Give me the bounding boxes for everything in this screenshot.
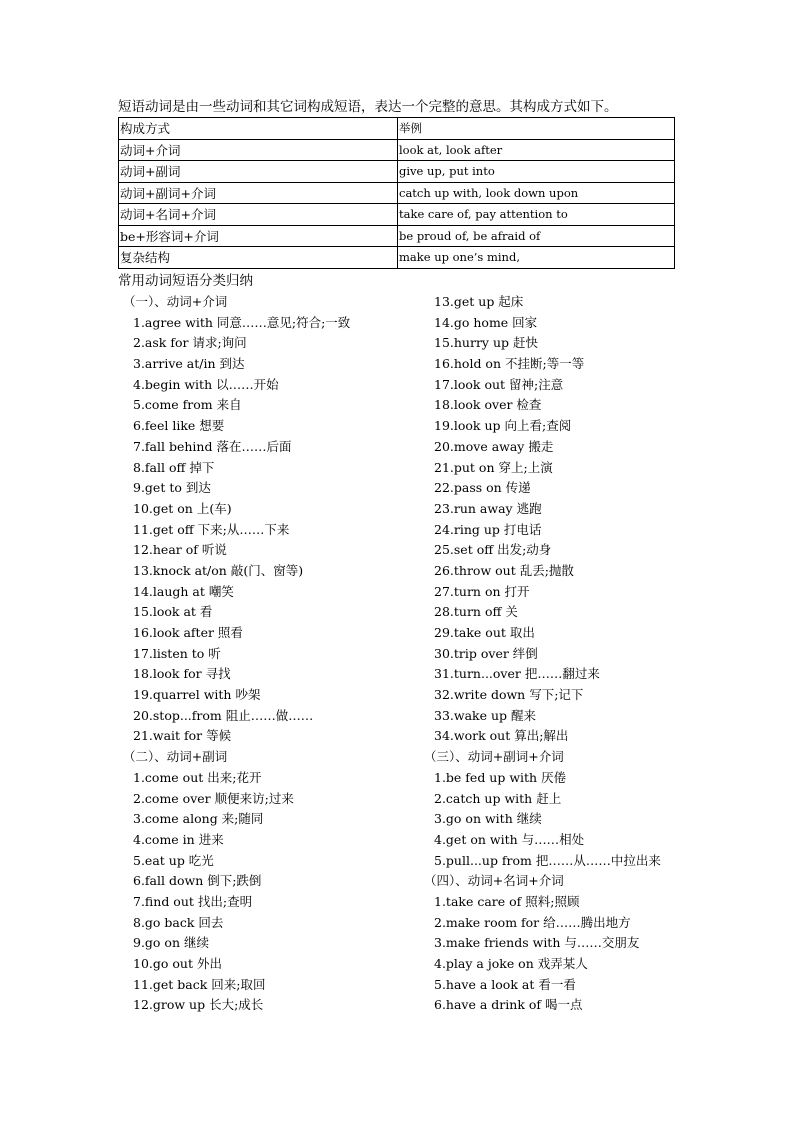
- table-cell: 复杂结构: [119, 247, 398, 269]
- table-row: [119, 182, 675, 204]
- list-item: 13.get up 起床: [434, 294, 524, 309]
- list-item: 16.look after 照看: [133, 625, 243, 640]
- section-title: 常用动词短语分类归纳: [118, 273, 253, 289]
- list-item: 21.put on 穿上;上演: [434, 459, 553, 475]
- list-item: 5.pull...up from 把……从……中拉出来: [434, 852, 661, 868]
- table-cell: be+形容词+介词: [119, 225, 398, 247]
- table-row: [119, 204, 675, 226]
- category-heading: （二）、动词+副词: [123, 749, 228, 765]
- table-header-row: [119, 118, 675, 140]
- list-item: 1.take care of 照料;照顾: [434, 893, 580, 909]
- list-item: 1.come out 出来;花开: [133, 769, 262, 785]
- list-item: 4.begin with 以……开始: [133, 376, 279, 392]
- list-item: 4.get on with 与……相处: [434, 831, 585, 847]
- list-item: 17.listen to 听: [133, 645, 221, 661]
- list-item: 14.laugh at 嘲笑: [133, 583, 234, 599]
- category-heading: （三）、动词+副词+介词: [424, 749, 564, 765]
- list-item: 6.fall down 倒下;跌倒: [133, 873, 262, 889]
- list-item: 6.feel like 想要: [133, 418, 225, 434]
- phrase-list-left: [121, 292, 401, 1016]
- table-header-cell: 举例: [398, 118, 675, 140]
- list-item: 26.throw out 乱丢;抛散: [434, 562, 574, 578]
- list-item: 11.get back 回来;取回: [133, 976, 266, 992]
- list-item: 7.find out 找出;查明: [133, 893, 253, 909]
- list-item: 12.grow up 长大;成长: [133, 997, 264, 1013]
- list-item: 6.have a drink of 喝一点: [434, 997, 583, 1013]
- intro-paragraph: 短语动词是由一些动词和其它词构成短语，表达一个完整的意思。其构成方式如下。: [118, 99, 618, 115]
- table-cell: be proud of, be afraid of: [398, 225, 675, 247]
- table-cell: take care of, pay attention to: [398, 204, 675, 226]
- list-item: 20.move away 搬走: [434, 438, 554, 454]
- table-cell: look at, look after: [398, 139, 675, 161]
- list-item: 31.turn...over 把……翻过来: [434, 666, 600, 682]
- list-item: 11.get off 下来;从……下来: [133, 521, 290, 537]
- category-heading: （四）、动词+名词+介词: [424, 873, 564, 889]
- list-item: 1.be fed up with 厌倦: [434, 769, 567, 785]
- list-item: 9.get to 到达: [133, 480, 211, 496]
- table-row: [119, 225, 675, 247]
- list-item: 2.come over 顺便来访;过来: [133, 790, 294, 806]
- list-item: 18.look for 寻找: [133, 666, 231, 682]
- list-item: 33.wake up 醒来: [434, 707, 537, 723]
- list-item: 15.look at 看: [133, 604, 213, 620]
- list-item: 3.make friends with 与……交朋友: [434, 935, 640, 951]
- list-item: 8.go back 回去: [133, 914, 224, 930]
- table-cell: 动词+副词+介词: [119, 182, 398, 204]
- table-cell: make up one’s mind,: [398, 247, 675, 269]
- list-item: 12.hear of 听说: [133, 542, 227, 558]
- list-item: 27.turn on 打开: [434, 583, 530, 599]
- list-item: 8.fall off 掉下: [133, 459, 215, 475]
- list-item: 22.pass on 传递: [434, 480, 531, 496]
- list-item: 17.look out 留神;注意: [434, 376, 564, 392]
- list-item: 2.make room for 给……腾出地方: [434, 914, 631, 930]
- list-item: 21.wait for 等候: [133, 728, 232, 744]
- table-cell: catch up with, look down upon: [398, 182, 675, 204]
- table-row: [119, 139, 675, 161]
- table-header-cell: 构成方式: [119, 118, 398, 140]
- list-item: 1.agree with 同意……意见;符合;一致: [133, 314, 351, 330]
- list-item: 29.take out 取出: [434, 625, 535, 640]
- list-item: 10.get on 上(车): [133, 500, 232, 516]
- list-item: 10.go out 外出: [133, 956, 222, 971]
- list-item: 4.come in 进来: [133, 831, 224, 847]
- list-item: 32.write down 写下;记下: [434, 687, 584, 703]
- list-item: 25.set off 出发;动身: [434, 542, 552, 558]
- list-item: 15.hurry up 赶快: [434, 335, 538, 351]
- list-item: 19.look up 向上看;查阅: [434, 418, 572, 434]
- list-item: 9.go on 继续: [133, 935, 209, 951]
- table-cell: 动词+名词+介词: [119, 204, 398, 226]
- phrase-list-right: [422, 292, 722, 1016]
- list-item: 28.turn off 关: [434, 604, 518, 620]
- list-item: 5.eat up 吃光: [133, 852, 214, 868]
- table-row: [119, 247, 675, 269]
- list-item: 3.arrive at/in 到达: [133, 356, 245, 372]
- list-item: 2.catch up with 赶上: [434, 790, 562, 806]
- list-item: 14.go home 回家: [434, 314, 538, 330]
- list-item: 5.come from 来自: [133, 397, 242, 413]
- list-item: 18.look over 检查: [434, 397, 542, 413]
- list-item: 3.come along 来;随同: [133, 811, 264, 827]
- list-item: 30.trip over 绊倒: [434, 645, 538, 661]
- list-item: 5.have a look at 看一看: [434, 976, 576, 992]
- list-item: 2.ask for 请求;询问: [133, 335, 247, 351]
- list-item: 7.fall behind 落在……后面: [133, 438, 292, 454]
- table-row: [119, 161, 675, 183]
- list-item: 20.stop...from 阻止……做……: [133, 707, 314, 723]
- list-item: 24.ring up 打电话: [434, 521, 542, 537]
- list-item: 34.work out 算出;解出: [434, 728, 569, 744]
- list-item: 16.hold on 不挂断;等一等: [434, 356, 585, 372]
- table-cell: 动词+介词: [119, 139, 398, 161]
- table-cell: give up, put into: [398, 161, 675, 183]
- structure-table: [118, 117, 675, 269]
- list-item: 4.play a joke on 戏弄某人: [434, 956, 588, 971]
- list-item: 19.quarrel with 吵架: [133, 687, 261, 703]
- category-heading: （一）、动词+介词: [123, 294, 228, 309]
- list-item: 3.go on with 继续: [434, 811, 542, 827]
- list-item: 13.knock at/on 敲(门、窗等): [133, 562, 304, 578]
- list-item: 23.run away 逃跑: [434, 500, 542, 516]
- table-cell: 动词+副词: [119, 161, 398, 183]
